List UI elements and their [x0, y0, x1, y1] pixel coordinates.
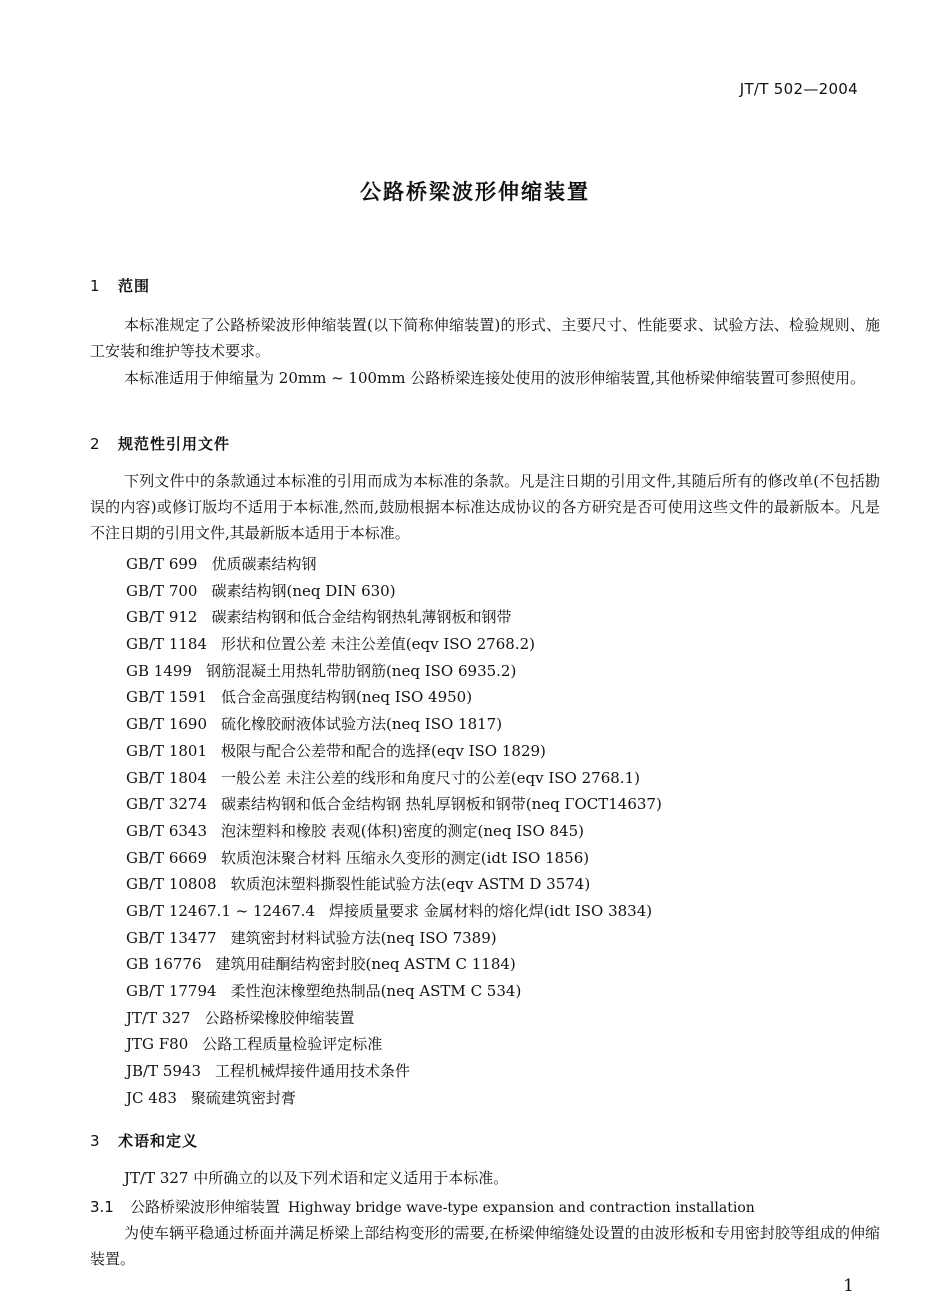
reference-title: 泡沫塑料和橡胶 表观(体积)密度的测定(neq ISO 845): [221, 821, 584, 840]
reference-title: 低合金高强度结构钢(neq ISO 4950): [221, 688, 473, 707]
reference-item: [126, 738, 662, 765]
reference-item: [126, 925, 662, 952]
reference-title: 优质碳素结构钢: [211, 555, 317, 573]
reference-title: 钢筋混凝土用热轧带肋钢筋(neq ISO 6935.2): [205, 661, 517, 680]
reference-code: GB/T 912: [126, 608, 198, 627]
page-number: 1: [843, 1276, 854, 1296]
reference-code: GB/T 1184: [126, 635, 208, 654]
reference-title: 软质泡沫塑料撕裂性能试验方法(eqv ASTM D 3574): [230, 875, 591, 894]
reference-title: 硫化橡胶耐液体试验方法(neq ISO 1817): [221, 715, 503, 734]
reference-code: GB/T 1801: [126, 741, 208, 760]
reference-title: 碳素结构钢(neq DIN 630): [211, 581, 396, 600]
reference-title: 建筑密封材料试验方法(neq ISO 7389): [230, 928, 497, 947]
reference-item: [126, 951, 662, 978]
reference-item: [126, 604, 662, 631]
reference-title: 极限与配合公差带和配合的选择(eqv ISO 1829): [221, 741, 546, 760]
terms-intro: JT/T 327 中所确立的以及下列术语和定义适用于本标准。: [124, 1169, 509, 1187]
reference-code: GB/T 13477: [126, 928, 217, 947]
reference-item: [126, 578, 662, 605]
reference-title: 柔性泡沫橡塑绝热制品(neq ASTM C 534): [230, 982, 522, 1000]
reference-item: [126, 1085, 662, 1112]
reference-title: 工程机械焊接件通用技术条件: [215, 1062, 411, 1081]
reference-title: 形状和位置公差 未注公差值(eqv ISO 2768.2): [221, 635, 535, 654]
reference-item: [126, 791, 662, 818]
reference-code: JB/T 5943: [126, 1062, 202, 1081]
reference-item: [126, 765, 662, 792]
reference-title: 建筑用硅酮结构密封胶(neq ASTM C 1184): [215, 955, 516, 974]
normative-intro: 下列文件中的条款通过本标准的引用而成为本标准的条款。凡是注日期的引用文件,其随后所有的修改单(不包括勘误的内容)或修订版均不适用于本标准,然而,鼓励根据本标准达成协议的各方研究是否可使用这些文件的最新版本。凡是不注日期的引用文件,其最新版本适用于本标准。: [90, 472, 880, 542]
reference-code: GB/T 699: [126, 555, 198, 573]
reference-title: 公路桥梁橡胶伸缩装置: [204, 1008, 355, 1027]
reference-title: 碳素结构钢和低合金结构钢 热轧厚钢板和钢带(neq ГОСТ14637): [221, 795, 662, 814]
reference-item: [126, 684, 662, 711]
reference-code: JC 483: [126, 1088, 177, 1107]
reference-code: JTG F80: [126, 1035, 189, 1054]
section-2-heading: [90, 433, 230, 454]
reference-code: GB 16776: [126, 955, 202, 974]
reference-item: [126, 658, 662, 685]
term-chinese: 公路桥梁波形伸缩装置: [130, 1198, 281, 1216]
reference-item: [126, 551, 662, 578]
section-number: 1: [90, 277, 101, 295]
reference-item: [126, 1005, 662, 1032]
term-english: Highway bridge wave-type expansion and contraction installation: [288, 1200, 755, 1216]
reference-title: 软质泡沫聚合材料 压缩永久变形的测定(idt ISO 1856): [221, 848, 590, 867]
reference-item: [126, 1031, 662, 1058]
term-definition: 为使车辆平稳通过桥面并满足桥梁上部结构变形的需要,在桥梁伸缩缝处设置的由波形板和专用密封胶等组成的伸缩装置。: [90, 1224, 880, 1268]
reference-code: GB 1499: [126, 661, 192, 680]
reference-item: [126, 978, 662, 1005]
reference-title: 聚硫建筑密封膏: [190, 1088, 296, 1107]
reference-code: GB/T 6669: [126, 848, 208, 867]
clause-3-1: [90, 1196, 755, 1217]
reference-title: 公路工程质量检验评定标准: [202, 1035, 383, 1054]
section-title: 范围: [118, 277, 151, 295]
reference-code: GB/T 17794: [126, 982, 217, 1000]
reference-code: GB/T 10808: [126, 875, 217, 894]
reference-item: [126, 845, 662, 872]
standard-code: JT/T 502—2004: [739, 80, 858, 98]
scope-paragraph-1: 本标准规定了公路桥梁波形伸缩装置(以下简称伸缩装置)的形式、主要尺寸、性能要求、试验方法、检验规则、施工安装和维护等技术要求。: [90, 316, 880, 360]
reference-code: GB/T 3274: [126, 795, 208, 814]
reference-code: GB/T 6343: [126, 821, 208, 840]
reference-item: [126, 871, 662, 898]
section-3-heading: [90, 1130, 198, 1151]
reference-code: JT/T 327: [126, 1008, 191, 1027]
reference-item: [126, 898, 662, 925]
section-title: 术语和定义: [118, 1132, 199, 1150]
reference-code: GB/T 1690: [126, 715, 208, 734]
section-1-heading: [90, 275, 150, 296]
section-title: 规范性引用文件: [118, 435, 231, 453]
reference-code: GB/T 1591: [126, 688, 208, 707]
reference-title: 焊接质量要求 金属材料的熔化焊(idt ISO 3834): [329, 901, 653, 920]
reference-code: GB/T 1804: [126, 768, 208, 787]
reference-item: [126, 818, 662, 845]
reference-list: [126, 551, 662, 1111]
reference-item: [126, 711, 662, 738]
document-title: 公路桥梁波形伸缩装置: [360, 180, 590, 204]
section-number: 2: [90, 435, 101, 453]
reference-code: GB/T 700: [126, 581, 198, 600]
reference-code: GB/T 12467.1 ~ 12467.4: [126, 901, 315, 920]
scope-paragraph-2: 本标准适用于伸缩量为 20mm ~ 100mm 公路桥梁连接处使用的波形伸缩装置,其他桥梁伸缩装置可参照使用。: [124, 369, 866, 387]
reference-title: 碳素结构钢和低合金结构钢热轧薄钢板和钢带: [211, 608, 512, 627]
section-number: 3: [90, 1132, 101, 1150]
reference-title: 一般公差 未注公差的线形和角度尺寸的公差(eqv ISO 2768.1): [221, 768, 640, 787]
clause-number: 3.1: [90, 1198, 114, 1216]
reference-item: [126, 1058, 662, 1085]
reference-item: [126, 631, 662, 658]
